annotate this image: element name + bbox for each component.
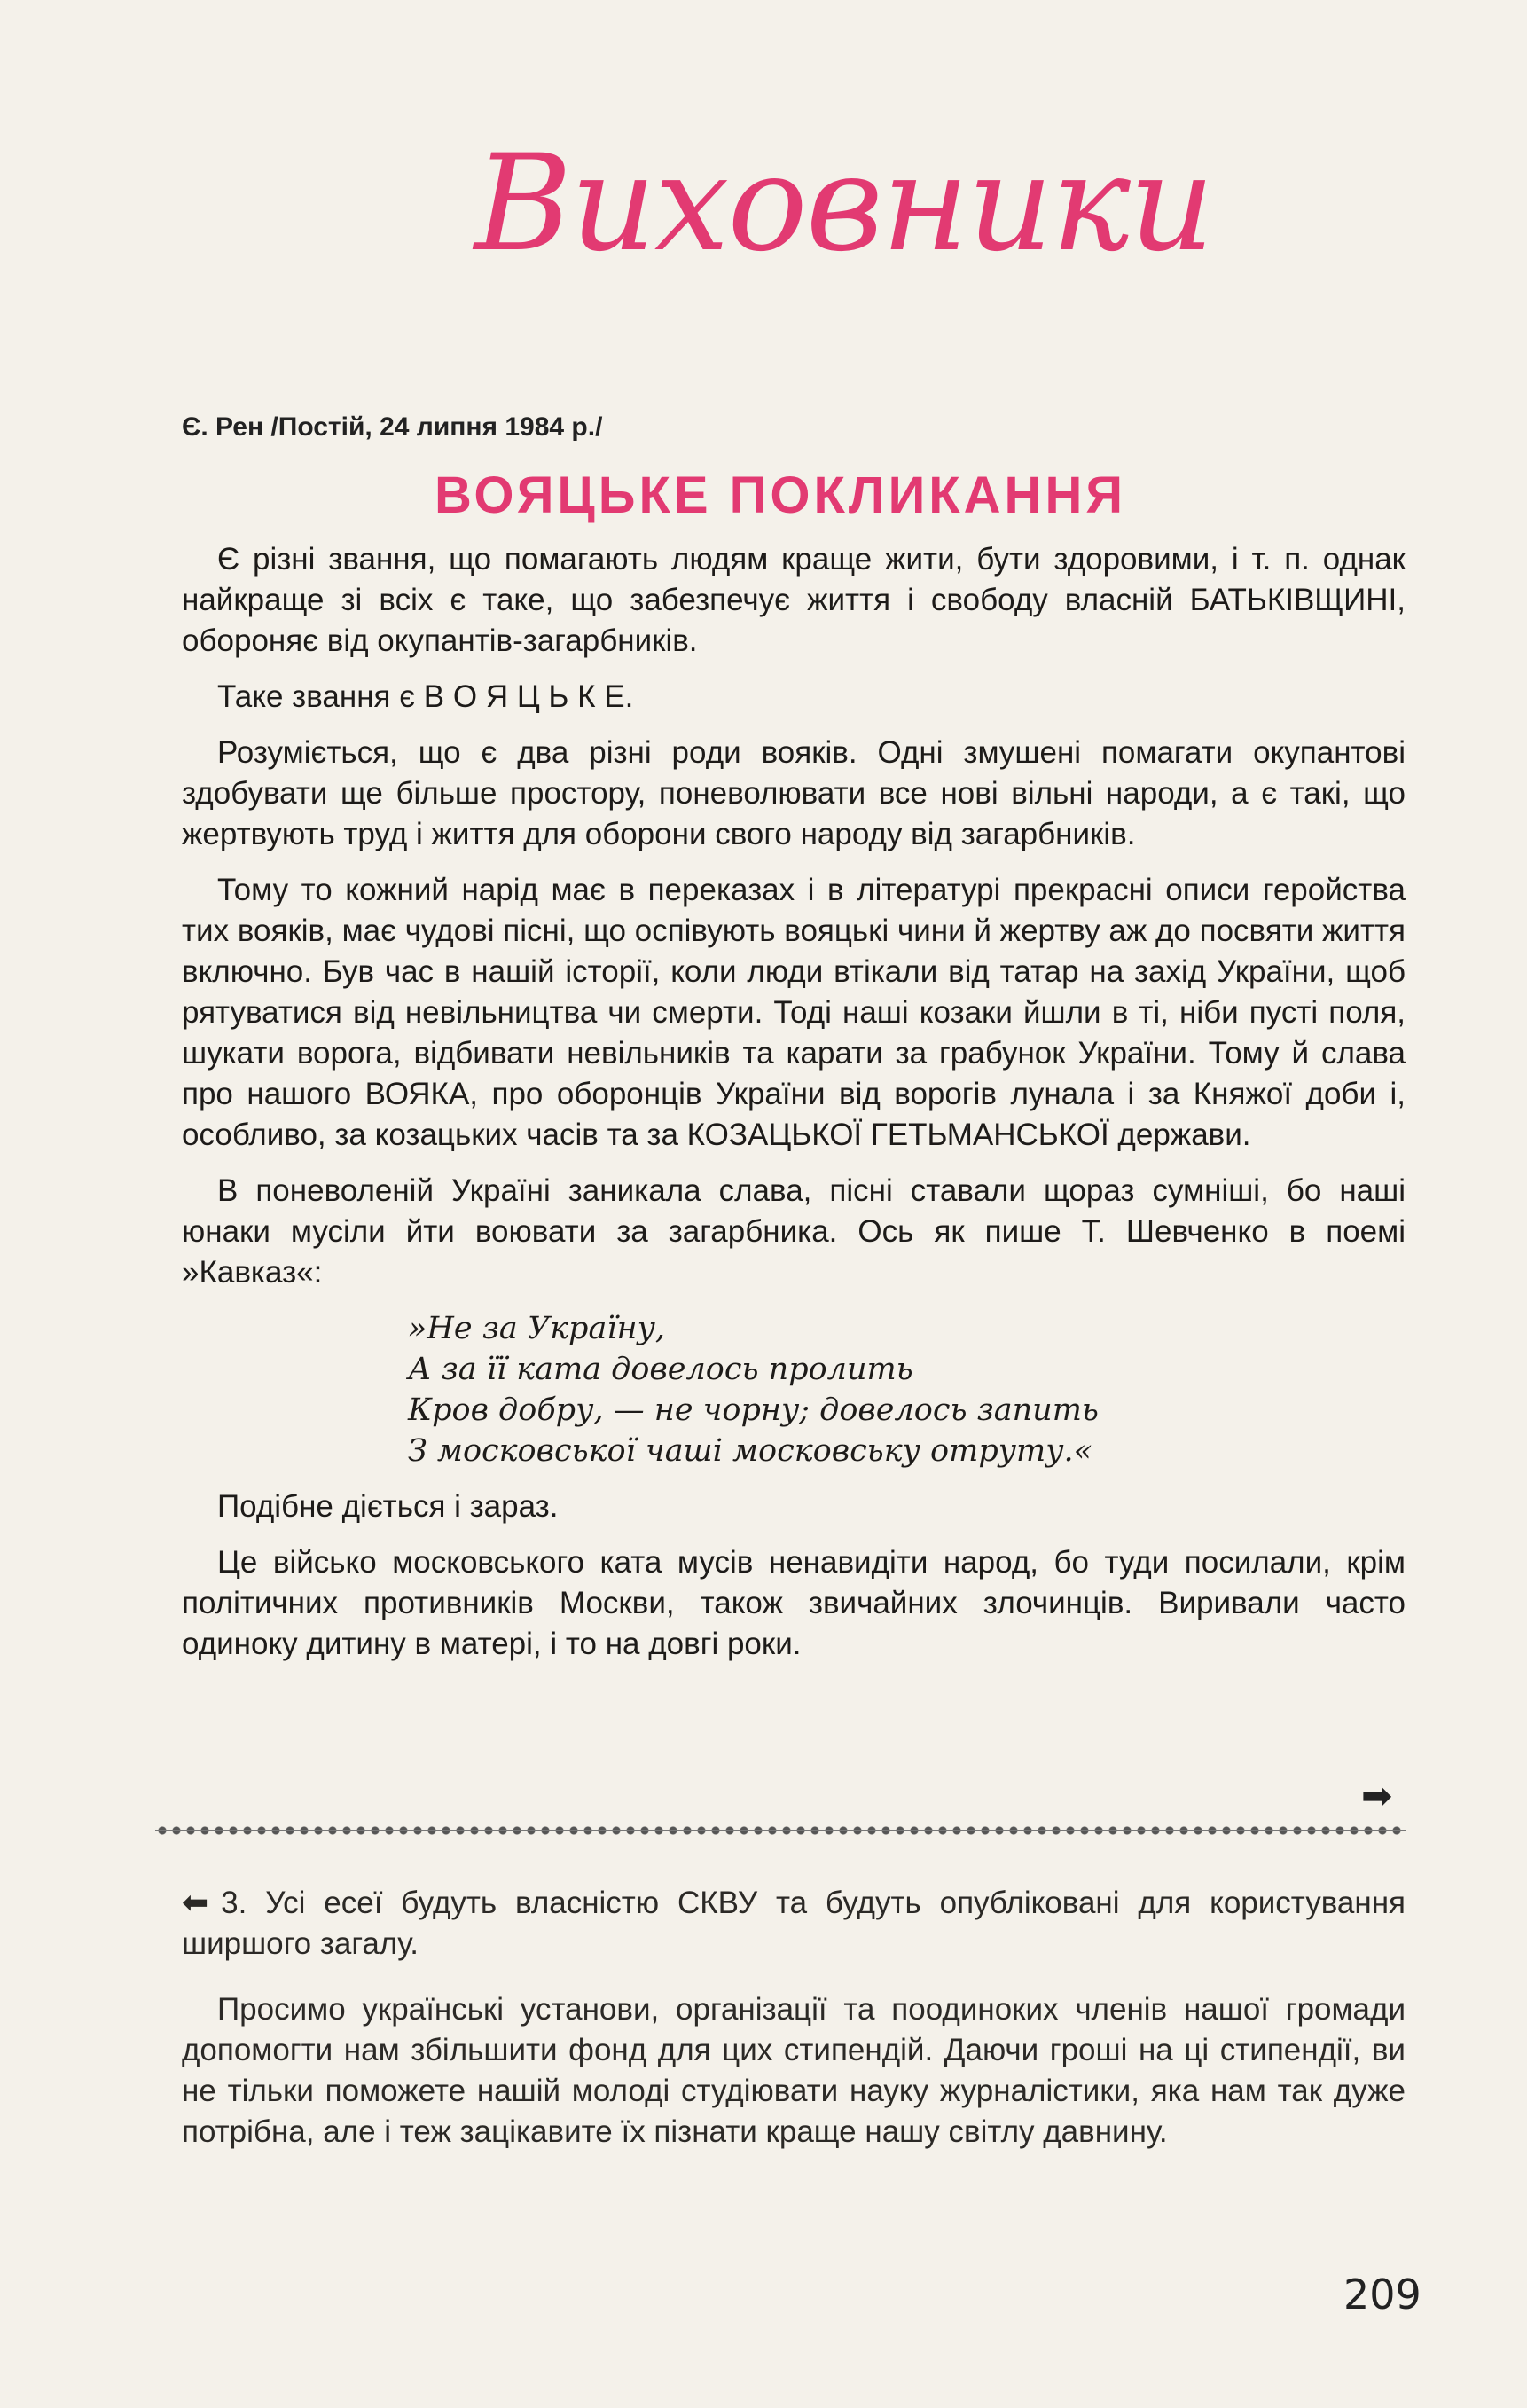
- paragraph: В поневоленій Україні заникала слава, пісні ставали щораз сумніші, бо наші юнаки мусіли йти воювати за загарбника. Ось як пише Т. Шевченко в поемі »Кавказ«:: [182, 1173, 1406, 1290]
- poem-line: А за її ката довелось пролить: [408, 1352, 913, 1387]
- paragraph: Подібне діється і зараз.: [217, 1489, 559, 1524]
- left-arrow-icon: ⬅: [182, 1884, 209, 1920]
- poem-line: »Не за Україну,: [408, 1311, 665, 1346]
- continued-paragraph: ⬅ 3. Усі есеї будуть власністю СКВУ та будуть опубліковані для користування ширшого загалу.: [182, 1884, 1406, 1961]
- paragraph: Це військо московського ката мусів ненавидіти народ, бо туди посилали, крім політичних противників Москви, також звичайних злочинців. Виривали часто одиноку дитину в матері, і то на довгі роки.: [182, 1545, 1406, 1661]
- page: [155, 0, 1421, 2408]
- paragraph: Є різні звання, що помагають людям краще жити, бути здоровими, і т. п. однак найкраще зі всіх є таке, що забезпечує життя і свободу власній БАТЬКІВЩИНІ, обороняє від окупантів-загарбників.: [182, 542, 1406, 658]
- continued-paragraph: Просимо українські установи, організації та поодиноких членів нашої громади допомогти нам збільшити фонд для цих стипендій. Даючи гроші на ці стипендії, ви не тільки поможете нашій молоді студіювати науку журналістики, яка нам так дуже потрібна, але і теж зацікавите їх пізнати краще нашу світлу давнину.: [182, 1992, 1406, 2149]
- paragraph: Таке звання є В О Я Ц Ь К Е.: [217, 679, 634, 714]
- page-number: 209: [1343, 2271, 1421, 2318]
- poem-line: З московської чаші московську отруту.«: [408, 1433, 1093, 1469]
- right-arrow-icon: ➡: [1361, 1775, 1393, 1816]
- article-body: [182, 539, 1406, 1680]
- poem-quote: [408, 1308, 1406, 1471]
- section-title: Виховники: [474, 127, 1213, 281]
- continued-article: [182, 1882, 1406, 2177]
- ornamental-divider: [155, 1824, 1406, 1838]
- article-title: ВОЯЦЬКЕ ПОКЛИКАННЯ: [434, 467, 1127, 524]
- byline: Є. Рен /Постій, 24 липня 1984 р./: [182, 412, 603, 442]
- poem-line: Кров добру, — не чорну; довелось запить: [408, 1392, 1099, 1428]
- paragraph: Розуміється, що є два різні роди вояків. Одні змушені помагати окупантові здобувати ще більше простору, поневолювати все нові вільні народи, а є такі, що жертвують труд і життя для оборони свого народу від загарбників.: [182, 735, 1406, 851]
- paragraph: Тому то кожний нарід має в переказах і в літературі прекрасні описи геройства тих вояків, має чудові пісні, що оспівують вояцькі чини й жертву аж до посвяти життя включно. Був час в нашій історії, коли люди втікали від татар на захід України, щоб рятуватися від невільництва чи смерти. Тоді наші козаки йшли в ті, ніби пусті поля, шукати ворога, відбивати невільників та карати за грабунок України. Тому й слава про нашого ВОЯКА, про оборонців України від ворогів лунала і за Княжої доби і, особливо, за козацьких часів та за КОЗАЦЬКОЇ ГЕТЬМАНСЬКОЇ держави.: [182, 873, 1406, 1152]
